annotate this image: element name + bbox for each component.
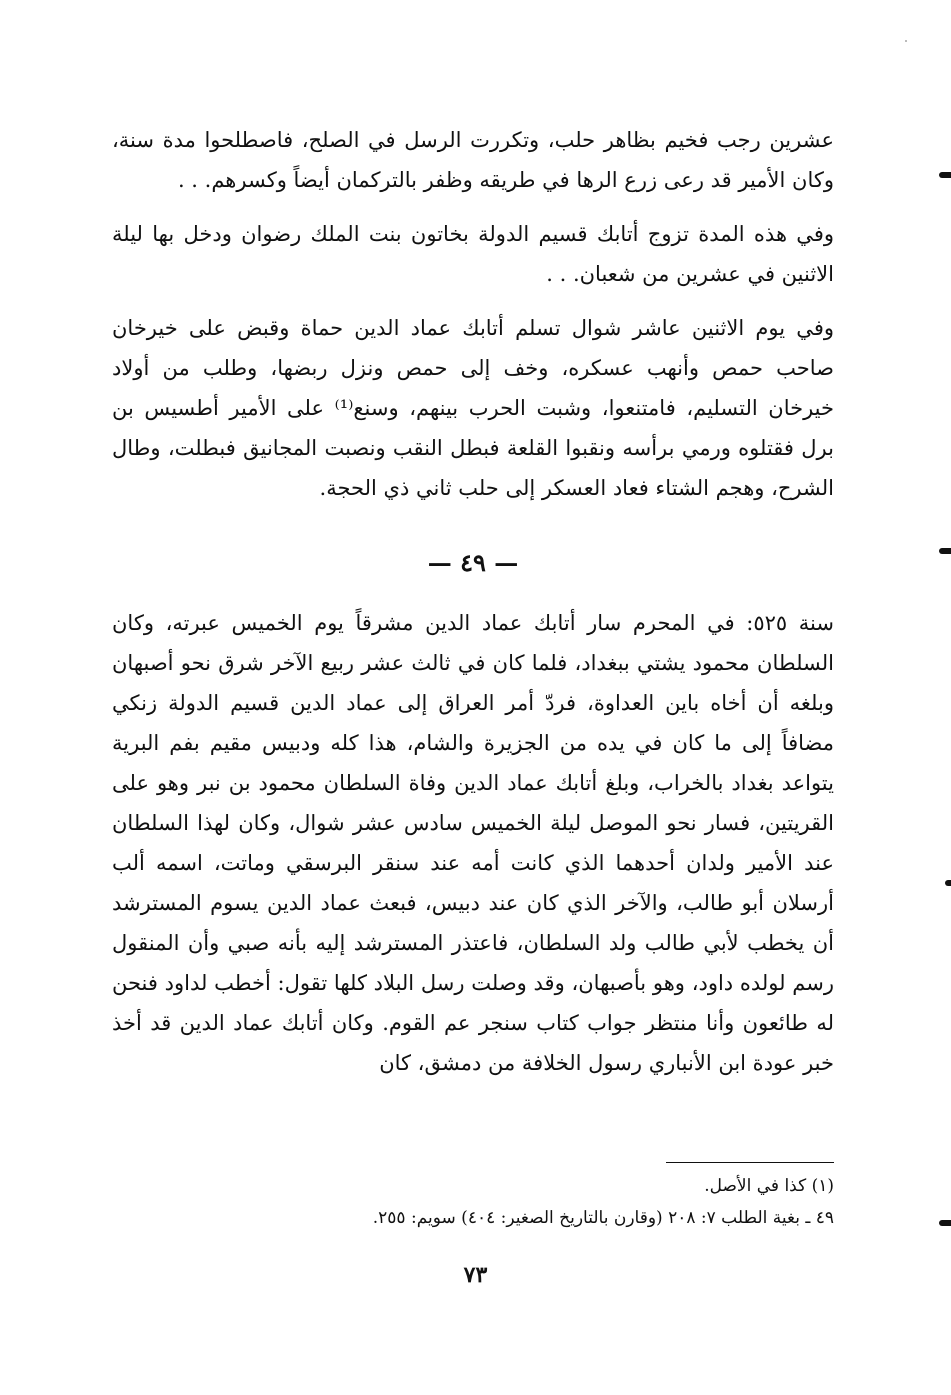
section-paragraph: سنة ٥٢٥: في المحرم سار أتابك عماد الدين مشرقاً يوم الخميس عبرته، وكان السلطان محمود يشتي ببغداد، فلما كان في ثالث عشر ربيع الآخر شرق نحو أصبهان وبلغه أن أخاه باين العداوة، فردّ أمر العراق إلى عماد الدين قسيم الدولة زنكي مضافاً إلى ما كان في يده من الجزيرة والشام، هذا كله ودبيس مقيم بفم البرية يتواعد بغداد بالخراب، وبلغ أتابك عماد الدين وفاة السلطان محمود بن نبر وهو على القريتين، فسار نحو الموصل ليلة الخميس سادس عشر شوال، وكان لهذا السلطان عند الأمير ولدان أحدهما الذي كانت أمه عند سنقر البرسقي وماتت، اسمه ألب أرسلان أبو طالب، والآخر الذي كان عند دبيس، فبعث عماد الدين يسوم المسترشد أن يخطب لأبي طالب ولد السلطان، فاعتذر المسترشد إليه بأنه صبي وأن المنقول رسم لولده داود، وهو بأصبهان، وقد وصلت رسل البلاد كلها تقول: أخطب لداود فنحن له طائعون وأنا منتظر جواب كتاب سنجر عم القوم. وكان أتابك عماد الدين قد أخذ خبر عودة ابن الأنباري رسول الخلافة من دمشق، كان [112,611,834,1075]
paragraph-2: وفي هذه المدة تزوج أتابك قسيم الدولة بخاتون بنت الملك رضوان ودخل بها ليلة الاثنين في عشرين من شعبان. . . [112,222,834,286]
main-text [112,120,834,1083]
footnote-2: ٤٩ ـ بغية الطلب ٧: ٢٠٨ (وقارن بالتاريخ الصغير: ٤٠٤) سويم: ٢٥٥. [372,1208,834,1228]
paragraph-3: وفي يوم الاثنين عاشر شوال تسلم أتابك عماد الدين حماة وقبض على خيرخان صاحب حمص وأنهب عسكره، وخف إلى حمص ونزل ربضها، وطلب من أولاد خيرخان التسليم، فامتنعوا، وشبت الحرب بينهم، وسنع⁽¹⁾ على الأمير أطسيس بن برل فقتلوه ورمي برأسه ونقبوا القلعة فبطل النقب ونصبت المجانيق فبطلت، وطال الشرح، وهجم الشتاء فعاد العسكر إلى حلب ثاني ذي الحجة. [112,316,834,500]
scan-speck [905,40,907,42]
margin-mark [939,548,951,554]
page-number: ٧٣ [463,1262,488,1288]
footnote-1: (١) كذا في الأصل. [704,1176,834,1196]
margin-mark [945,880,951,886]
footnote-divider [666,1162,834,1163]
section-number: — ٤٩ — [427,548,519,577]
paragraph-1: عشرين رجب فخيم بظاهر حلب، وتكررت الرسل في الصلح، فاصطلحوا مدة سنة، وكان الأمير قد رعى زرع الرها في طريقه وظفر بالتركمان أيضاً وكسرهم. . . [112,128,834,192]
footnotes [112,1170,834,1234]
margin-mark [939,172,951,178]
margin-mark [939,1220,951,1226]
